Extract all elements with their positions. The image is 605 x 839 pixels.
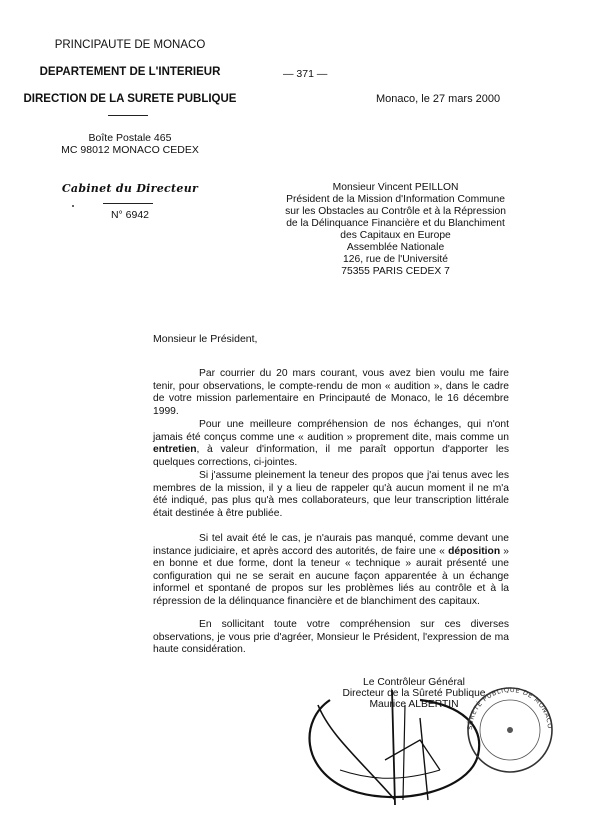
signatory-name: Maurice ALBERTIN <box>369 699 459 710</box>
paragraph-3: Si j'assume pleinement la teneur des propos que j'ai tenus avec les membres de la mission, il y a lieu de rappeler qu'à aucun moment il ne m'a été indiqué, pas plus qu'à mes collaborateurs, que leur transcription littérale était destinée à être publiée. <box>153 470 509 519</box>
signatory-function: Directeur de la Sûreté Publique <box>342 688 486 699</box>
emphasis-deposition: déposition <box>448 545 501 557</box>
letterhead-direction: DIRECTION DE LA SURETE PUBLIQUE <box>23 93 237 105</box>
page-number: — 371 — <box>283 68 328 80</box>
cabinet-label: Cabinet du Directeur <box>61 182 199 195</box>
paragraph-5: En sollicitant toute votre compréhension sur ces diverses observations, je vous prie d'agréer, Monsieur le Président, l'expression de ma haute considération. <box>153 619 509 655</box>
recipient-title-3: de la Délinquance Financière et du Blanchiment <box>286 218 505 229</box>
paragraph-1: Par courrier du 20 mars courant, vous avez bien voulu me faire tenir, pour observations, le compte-rendu de mon « audition », dans le cadre de votre mission parlementaire en Principauté de Monaco, le 16 décembre 1999. <box>153 368 509 417</box>
recipient-institution: Assemblée Nationale <box>346 242 445 253</box>
stamp-text: SÛRETÉ PUBLIQUE DE MONACO <box>465 685 555 731</box>
recipient-title: Président de la Mission d'Information Commune <box>286 194 505 205</box>
postbox: Boîte Postale 465 <box>88 132 172 144</box>
emphasis-entretien: entretien <box>153 444 197 455</box>
signature-block <box>314 677 514 710</box>
paragraph-4: Si tel avait été le cas, je n'aurais pas manqué, comme devant une instance judiciaire, et après accord des autorités, de faire une « déposition » en bonne et due forme, dont la teneur « technique » aurait présenté une configuration qui ne se serait en aucune façon apparentée à un échange informel et spontané de propos sur les problèmes liés au contrôle et à la répression de la délinquance financière et de blanchiment des capitaux. <box>153 533 509 607</box>
recipient-street: 126, rue de l'Université <box>343 254 449 265</box>
letterhead-department: DEPARTEMENT DE L'INTERIEUR <box>39 66 221 78</box>
scan-speck <box>72 205 74 207</box>
reference-number: N° 6942 <box>110 209 150 221</box>
recipient-city: 75355 PARIS CEDEX 7 <box>341 266 450 277</box>
letterhead-principality: PRINCIPAUTE DE MONACO <box>54 39 206 51</box>
recipient-title-4: des Capitaux en Europe <box>340 230 451 241</box>
recipient-title-2: sur les Obstacles au Contrôle et à la Répression <box>285 206 506 217</box>
recipient-name: Monsieur Vincent PEILLON <box>332 182 459 193</box>
letter-date: Monaco, le 27 mars 2000 <box>376 93 501 105</box>
salutation: Monsieur le Président, <box>153 333 258 345</box>
paragraph-2: Pour une meilleure compréhension de nos échanges, qui n'ont jamais été conçus comme une « audition » proprement dite, mais comme un entretien, à valeur d'information, il me paraît opportun d'apporter les quelques corrections, ci-jointes. <box>153 419 509 468</box>
postcode: MC 98012 MONACO CEDEX <box>61 144 199 156</box>
signatory-rank: Le Contrôleur Général <box>363 677 465 688</box>
